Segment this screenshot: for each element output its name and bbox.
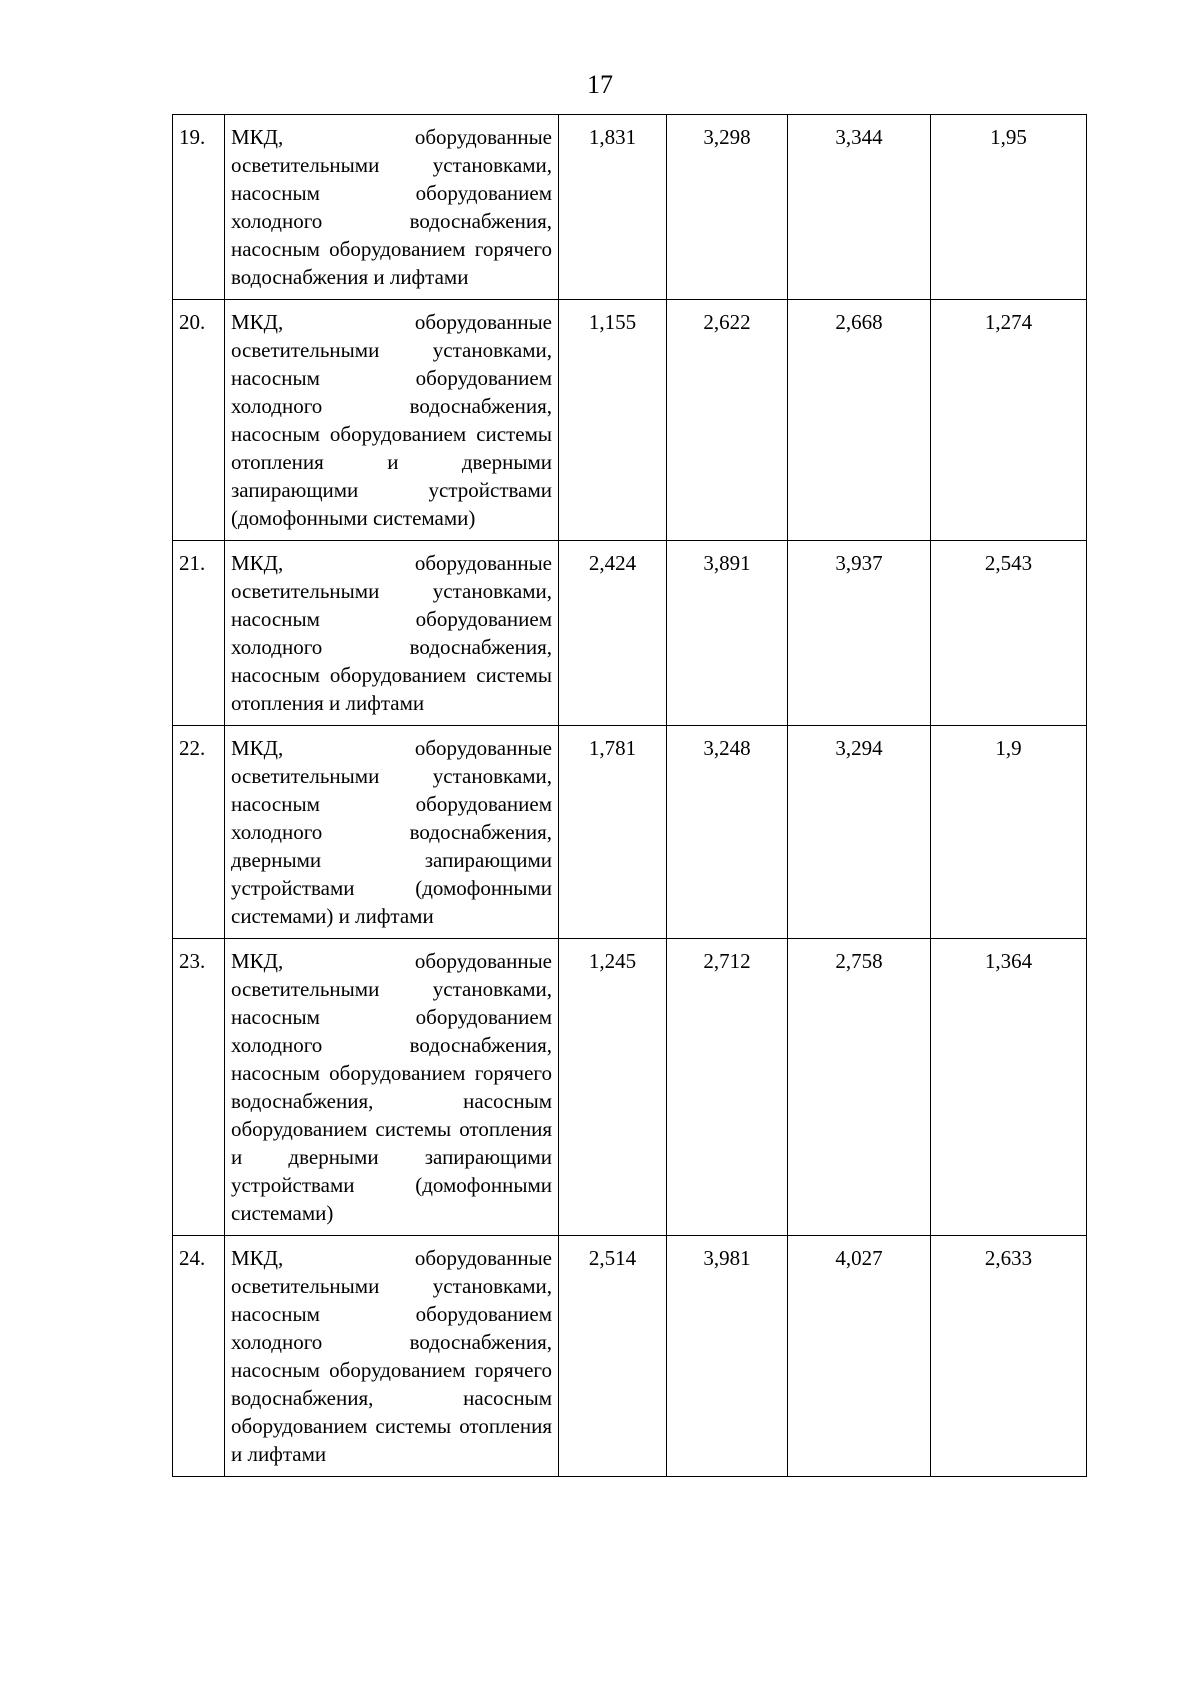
- row-value: 1,831: [559, 115, 667, 300]
- table-row: [173, 1236, 1087, 1477]
- row-description: МКД, оборудованные осветительными установками, насосным оборудованием холодного водоснабжения, дверными запирающими устройствами (домофонными системами) и лифтами: [225, 726, 559, 939]
- table-row: [173, 726, 1087, 939]
- row-value: 3,981: [667, 1236, 788, 1477]
- row-description: МКД, оборудованные осветительными установками, насосным оборудованием холодного водоснабжения, насосным оборудованием горячего водоснабжения и лифтами: [225, 115, 559, 300]
- row-number: 19.: [173, 115, 225, 300]
- page-number: 17: [587, 70, 613, 99]
- row-value: 3,344: [788, 115, 931, 300]
- row-value: 3,937: [788, 541, 931, 726]
- row-value: 1,95: [931, 115, 1087, 300]
- row-value: 3,248: [667, 726, 788, 939]
- row-number: 20.: [173, 300, 225, 541]
- table-row: [173, 300, 1087, 541]
- row-value: 1,245: [559, 939, 667, 1236]
- row-value: 1,364: [931, 939, 1087, 1236]
- row-description: МКД, оборудованные осветительными установками, насосным оборудованием холодного водоснабжения, насосным оборудованием горячего водоснабжения, насосным оборудованием системы отопления и лифтами: [225, 1236, 559, 1477]
- row-number: 23.: [173, 939, 225, 1236]
- row-number: 21.: [173, 541, 225, 726]
- row-value: 1,9: [931, 726, 1087, 939]
- row-value: 1,781: [559, 726, 667, 939]
- row-value: 3,891: [667, 541, 788, 726]
- row-number: 24.: [173, 1236, 225, 1477]
- row-value: 3,294: [788, 726, 931, 939]
- row-value: 2,424: [559, 541, 667, 726]
- row-value: 2,668: [788, 300, 931, 541]
- row-value: 2,543: [931, 541, 1087, 726]
- row-value: 2,514: [559, 1236, 667, 1477]
- row-description: МКД, оборудованные осветительными установками, насосным оборудованием холодного водоснабжения, насосным оборудованием системы отопления и дверными запирающими устройствами (домофонными системами): [225, 300, 559, 541]
- rates-table: [172, 114, 1087, 1477]
- row-number: 22.: [173, 726, 225, 939]
- row-value: 2,712: [667, 939, 788, 1236]
- table-row: [173, 541, 1087, 726]
- row-value: 4,027: [788, 1236, 931, 1477]
- row-value: 2,758: [788, 939, 931, 1236]
- row-value: 3,298: [667, 115, 788, 300]
- row-value: 1,155: [559, 300, 667, 541]
- row-description: МКД, оборудованные осветительными установками, насосным оборудованием холодного водоснабжения, насосным оборудованием горячего водоснабжения, насосным оборудованием системы отопления и дверными запирающими устройствами (домофонными системами): [225, 939, 559, 1236]
- row-value: 1,274: [931, 300, 1087, 541]
- table-row: [173, 939, 1087, 1236]
- row-value: 2,633: [931, 1236, 1087, 1477]
- row-value: 2,622: [667, 300, 788, 541]
- table-row: [173, 115, 1087, 300]
- row-description: МКД, оборудованные осветительными установками, насосным оборудованием холодного водоснабжения, насосным оборудованием системы отопления и лифтами: [225, 541, 559, 726]
